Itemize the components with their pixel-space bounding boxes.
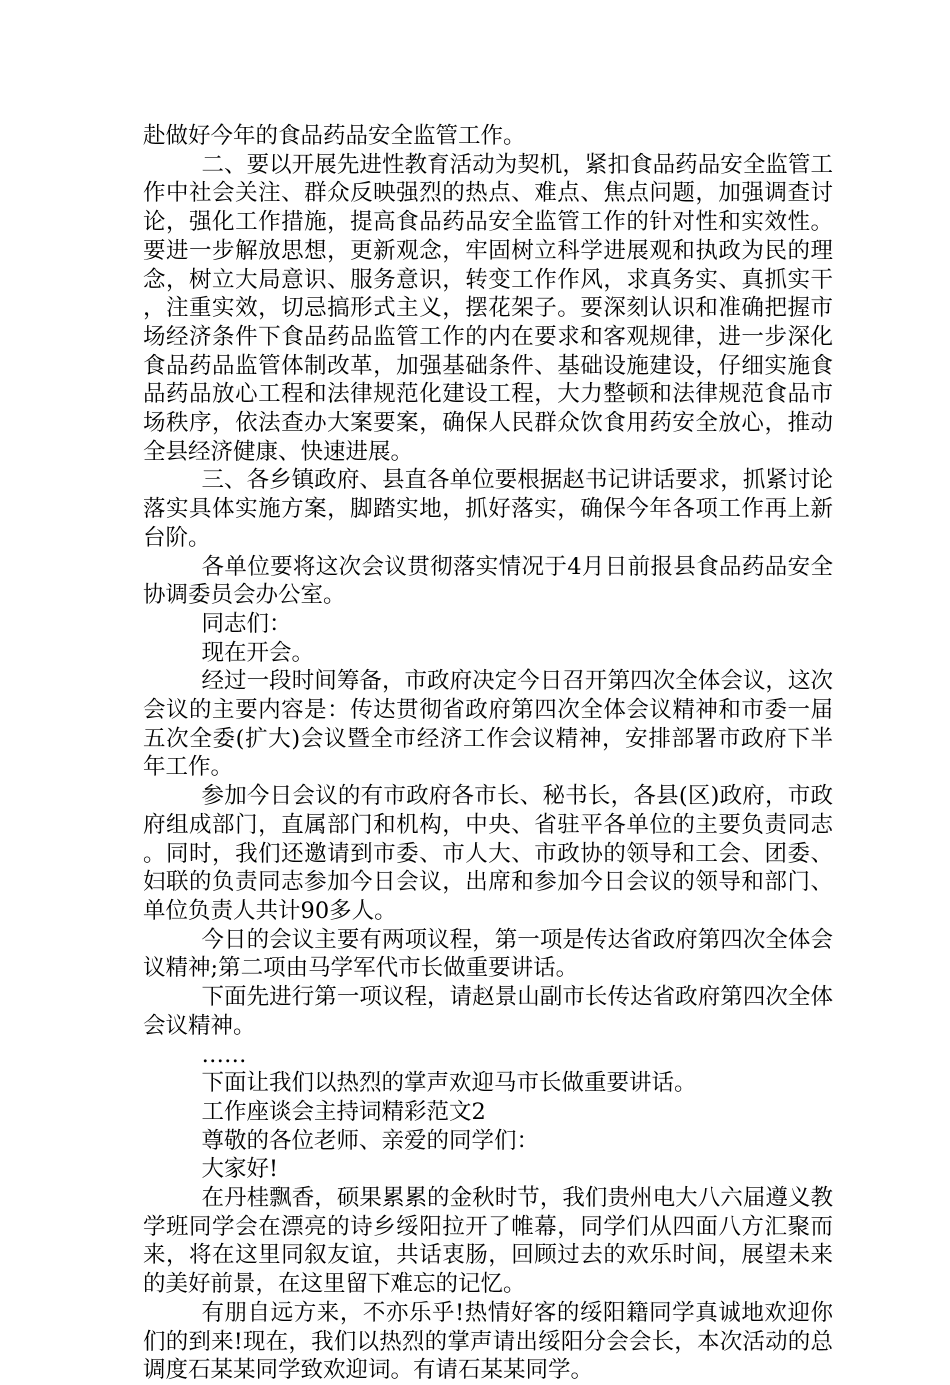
paragraph: 下面先进行第一项议程，请赵景山副市长传达省政府第四次全体会议精神。 bbox=[143, 984, 833, 1039]
paragraph: 赴做好今年的食品药品安全监管工作。 bbox=[143, 123, 526, 149]
section-heading: 工作座谈会主持词精彩范文2 bbox=[201, 1098, 486, 1125]
greeting: 大家好! bbox=[201, 1156, 279, 1183]
ellipsis-line: …… bbox=[201, 1041, 247, 1068]
paragraph: 同志们： bbox=[201, 610, 292, 637]
paragraph: 参加今日会议的有市政府各市长、秘书长，各县(区)政府，市政府组成部门，直属部门和机构，中央、省驻平各单位的主要负责同志。同时，我们还邀请到市委、市人大、市政协的领导和工会、团委、妇联的负责同志参加今日会议，出席和参加今日会议的领导和部门、单位负责人共计90多人。 bbox=[143, 783, 833, 924]
paragraph: 今日的会议主要有两项议程，第一项是传达省政府第四次全体会议精神;第二项由马学军代市长做重要讲话。 bbox=[143, 926, 833, 982]
paragraph: 现在开会。 bbox=[201, 639, 315, 666]
paragraph: 经过一段时间筹备，市政府决定今日召开第四次全体会议，这次会议的主要内容是：传达贯彻省政府第四次全体会议精神和市委一届五次全委(扩大)会议暨全市经济工作会议精神，安排部署市政府下半年工作。 bbox=[143, 668, 833, 781]
salutation: 尊敬的各位老师、亲爱的同学们： bbox=[201, 1127, 540, 1154]
paragraph: 二、要以开展先进性教育活动为契机，紧扣食品药品安全监管工作中社会关注、群众反映强烈的热点、难点、焦点问题，加强调查讨论，强化工作措施，提高食品药品安全监管工作的针对性和实效性。要进一步解放思想，更新观念，牢固树立科学进展观和执政为民的理念，树立大局意识、服务意识，转变工作作风，求真务实、真抓实干，注重实效，切忌搞形式主义，摆花架子。要深刻认识和准确把握市场经济条件下食品药品监管工作的内在要求和客观规律，进一步深化食品药品监管体制改革，加强基础条件、基础设施建设，仔细实施食品药品放心工程和法律规范化建设工程，大力整顿和法律规范食品市场秩序，依法查办大案要案，确保人民群众饮食用药安全放心，推动全县经济健康、快速进展。 bbox=[143, 151, 833, 465]
paragraph: 在丹桂飘香，硕果累累的金秋时节，我们贵州电大八六届遵义教学班同学会在漂亮的诗乡绥阳拉开了帷幕，同学们从四面八方汇聚而来，将在这里同叙友谊，共话衷肠，回顾过去的欢乐时间，展望未来的美好前景，在这里留下难忘的记忆。 bbox=[143, 1185, 833, 1298]
paragraph: 三、各乡镇政府、县直各单位要根据赵书记讲话要求，抓紧讨论落实具体实施方案，脚踏实地，抓好落实，确保今年各项工作再上新台阶。 bbox=[143, 467, 833, 551]
document-body bbox=[143, 122, 833, 1385]
paragraph: 下面让我们以热烈的掌声欢迎马市长做重要讲话。 bbox=[201, 1070, 697, 1097]
paragraph: 有朋自远方来，不亦乐乎!热情好客的绥阳籍同学真诚地欢迎你们的到来!现在，我们以热烈的掌声请出绥阳分会会长，本次活动的总调度石某某同学致欢迎词。有请石某某同学。 bbox=[143, 1299, 833, 1384]
paragraph: 各单位要将这次会议贯彻落实情况于4月日前报县食品药品安全协调委员会办公室。 bbox=[143, 553, 833, 609]
